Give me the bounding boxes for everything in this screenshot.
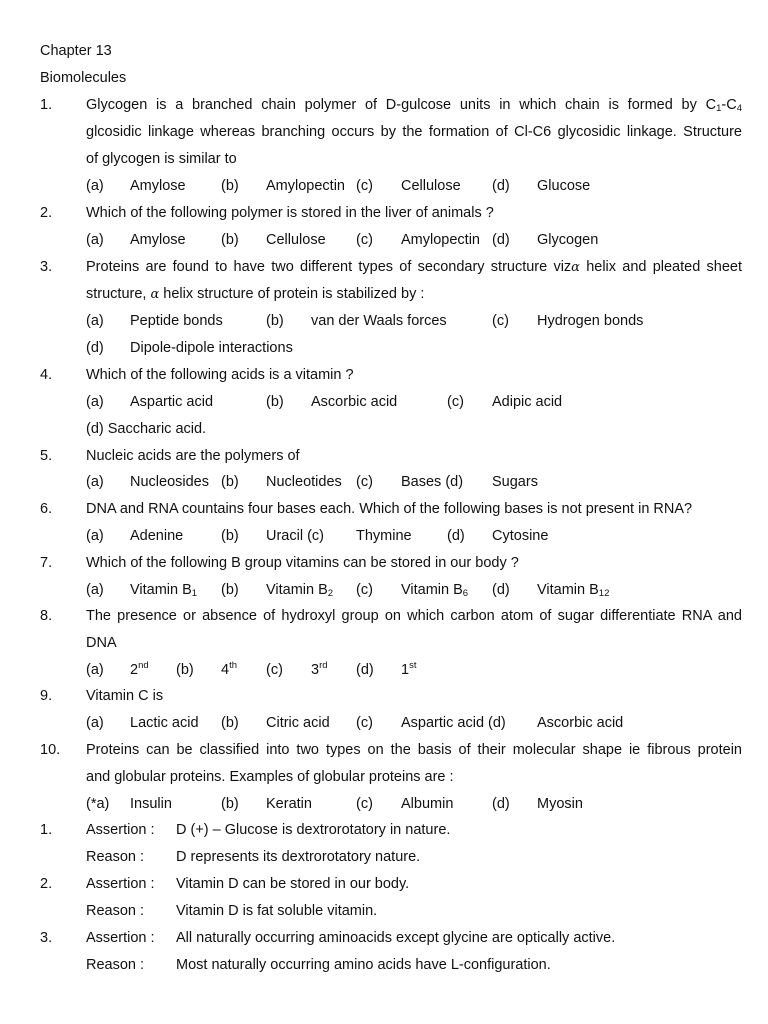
option-label: (b) — [221, 796, 239, 812]
option-text: Cellulose — [266, 232, 326, 248]
option-label: (c) — [447, 394, 464, 410]
option-label: (b) — [266, 394, 284, 410]
option-text: Keratin — [266, 796, 312, 812]
reason-text: Vitamin D is fat soluble vitamin. — [176, 903, 378, 919]
reason-label: Reason : — [86, 957, 145, 973]
question-text: Which of the following polymer is stored in the liver of animals ? — [86, 205, 494, 221]
option-text: Nucleotides — [266, 474, 342, 490]
question-number: 6. — [40, 501, 53, 517]
chapter-title: Chapter 13 — [40, 43, 112, 59]
option-label: (b) — [221, 528, 239, 544]
question-text: DNA — [86, 635, 117, 651]
reason-text: D represents its dextrorotatory nature. — [176, 849, 421, 865]
question-number: 9. — [40, 688, 53, 704]
assertion-text: All naturally occurring aminoacids except glycine are optically active. — [176, 930, 616, 946]
option-text: Lactic acid — [130, 715, 199, 731]
option-label: (a) — [86, 394, 104, 410]
question-text: DNA and RNA countains four bases each. Which of the following bases is not present in RNA? — [86, 501, 693, 517]
option-label: (b) — [221, 232, 239, 248]
option-text: Vitamin $B_1$ — [130, 582, 198, 599]
question-text: glcosidic linkage whereas branching occurs by the formation of Cl-C6 glycosidic linkage. Structure — [86, 124, 742, 140]
option-label: (a) — [86, 582, 104, 598]
question-text: Proteins are found to have two different types of secondary structure vizα helix and pleated sheet — [86, 259, 742, 275]
option-text: Insulin — [130, 796, 172, 812]
question-text: Nucleic acids are the polymers of — [86, 448, 300, 464]
option-label: (*a) — [86, 796, 110, 812]
option-label: (d) — [492, 582, 510, 598]
option-text: (d) Saccharic acid. — [86, 421, 207, 437]
question-text: structure, α helix structure of protein is stabilized by : — [86, 286, 425, 302]
alpha-symbol: α — [150, 287, 160, 302]
option-text: Ascorbic acid — [537, 715, 624, 731]
question-text: Glycogen is a branched chain polymer of D-gulcose units in which chain is formed by $C_1-C_4$ — [86, 97, 742, 114]
option-text: Dipole-dipole interactions — [130, 340, 293, 356]
option-text: Albumin — [401, 796, 454, 812]
option-text: 3rd — [311, 660, 328, 678]
option-label: (d) — [492, 796, 510, 812]
option-label: (a) — [86, 178, 104, 194]
question-number: 5. — [40, 448, 53, 464]
question-number: 8. — [40, 608, 53, 624]
option-text: Uracil (c) — [266, 528, 324, 544]
option-text: Glycogen — [537, 232, 599, 248]
option-label: (b) — [221, 474, 239, 490]
question-number: 1. — [40, 97, 53, 113]
assertion-label: Assertion : — [86, 876, 155, 892]
option-label: (d) — [492, 178, 510, 194]
option-label: (c) — [356, 796, 373, 812]
option-text: Adipic acid — [492, 394, 563, 410]
option-text: Cellulose — [401, 178, 461, 194]
option-text: Sugars — [492, 474, 538, 490]
question-text: The presence or absence of hydroxyl group on which carbon atom of sugar differentiate RNA and — [86, 608, 742, 624]
question-text: Which of the following acids is a vitamin ? — [86, 367, 354, 383]
option-text: Amylose — [130, 232, 186, 248]
reason-label: Reason : — [86, 903, 145, 919]
option-label: (a) — [86, 715, 104, 731]
option-label: (c) — [356, 582, 373, 598]
option-label: (c) — [266, 662, 283, 678]
option-label: (c) — [356, 232, 373, 248]
assertion-label: Assertion : — [86, 930, 155, 946]
option-label: (b) — [176, 662, 194, 678]
option-text: Citric acid — [266, 715, 330, 731]
option-text: 4th — [221, 660, 238, 678]
option-text: Vitamin $B_6$ — [401, 582, 469, 599]
option-text: Amylopectin — [401, 232, 480, 248]
question-number: 10. — [40, 742, 61, 758]
option-label: (d) — [356, 662, 374, 678]
option-text: Adenine — [130, 528, 184, 544]
option-label: (d) — [492, 232, 510, 248]
topic-title: Biomolecules — [40, 70, 127, 86]
option-text: Aspartic acid — [130, 394, 214, 410]
option-text: Thymine — [356, 528, 412, 544]
reason-text: Most naturally occurring amino acids have L-configuration. — [176, 957, 551, 973]
option-text: Peptide bonds — [130, 313, 223, 329]
option-text: Amylose — [130, 178, 186, 194]
option-label: (d) — [86, 340, 104, 356]
question-text: Vitamin C is — [86, 688, 164, 704]
option-label: (a) — [86, 232, 104, 248]
option-label: (b) — [266, 313, 284, 329]
assertion-number: 1. — [40, 822, 53, 838]
assertion-number: 3. — [40, 930, 53, 946]
question-number: 3. — [40, 259, 53, 275]
option-text: Vitamin $B_2$ — [266, 582, 334, 599]
option-text: Myosin — [537, 796, 583, 812]
option-text: Aspartic acid (d) — [401, 715, 506, 731]
option-label: (c) — [356, 715, 373, 731]
question-number: 7. — [40, 555, 53, 571]
option-label: (c) — [356, 178, 373, 194]
alpha-symbol: α — [571, 260, 580, 275]
question-number: 2. — [40, 205, 53, 221]
option-label: (a) — [86, 474, 104, 490]
assertion-text: Vitamin D can be stored in our body. — [176, 876, 410, 892]
question-text: of glycogen is similar to — [86, 151, 237, 167]
question-text: and globular proteins. Examples of globular proteins are : — [86, 769, 454, 785]
option-text: Bases (d) — [401, 474, 464, 490]
option-text: Glucose — [537, 178, 591, 194]
assertion-label: Assertion : — [86, 822, 155, 838]
reason-label: Reason : — [86, 849, 145, 865]
option-text: 2nd — [130, 660, 149, 678]
option-label: (b) — [221, 582, 239, 598]
option-label: (b) — [221, 178, 239, 194]
question-number: 4. — [40, 367, 53, 383]
option-label: (a) — [86, 662, 104, 678]
option-label: (c) — [492, 313, 509, 329]
assertion-text: D (+) – Glucose is dextrorotatory in nature. — [176, 822, 451, 838]
question-text: Proteins can be classified into two types on the basis of their molecular shape ie fibrous protein — [86, 742, 742, 758]
option-label: (a) — [86, 313, 104, 329]
option-text: Nucleosides — [130, 474, 209, 490]
option-text: Amylopectin — [266, 178, 345, 194]
option-text: Ascorbic acid — [311, 394, 398, 410]
option-text: Vitamin $B_{12}$ — [537, 582, 610, 599]
option-label: (a) — [86, 528, 104, 544]
option-text: Hydrogen bonds — [537, 313, 644, 329]
assertion-number: 2. — [40, 876, 53, 892]
option-text: Cytosine — [492, 528, 549, 544]
question-text: Which of the following B group vitamins can be stored in our body ? — [86, 555, 519, 571]
option-label: (d) — [447, 528, 465, 544]
option-text: 1st — [401, 660, 417, 678]
option-text: van der Waals forces — [311, 313, 447, 329]
option-label: (c) — [356, 474, 373, 490]
option-label: (b) — [221, 715, 239, 731]
